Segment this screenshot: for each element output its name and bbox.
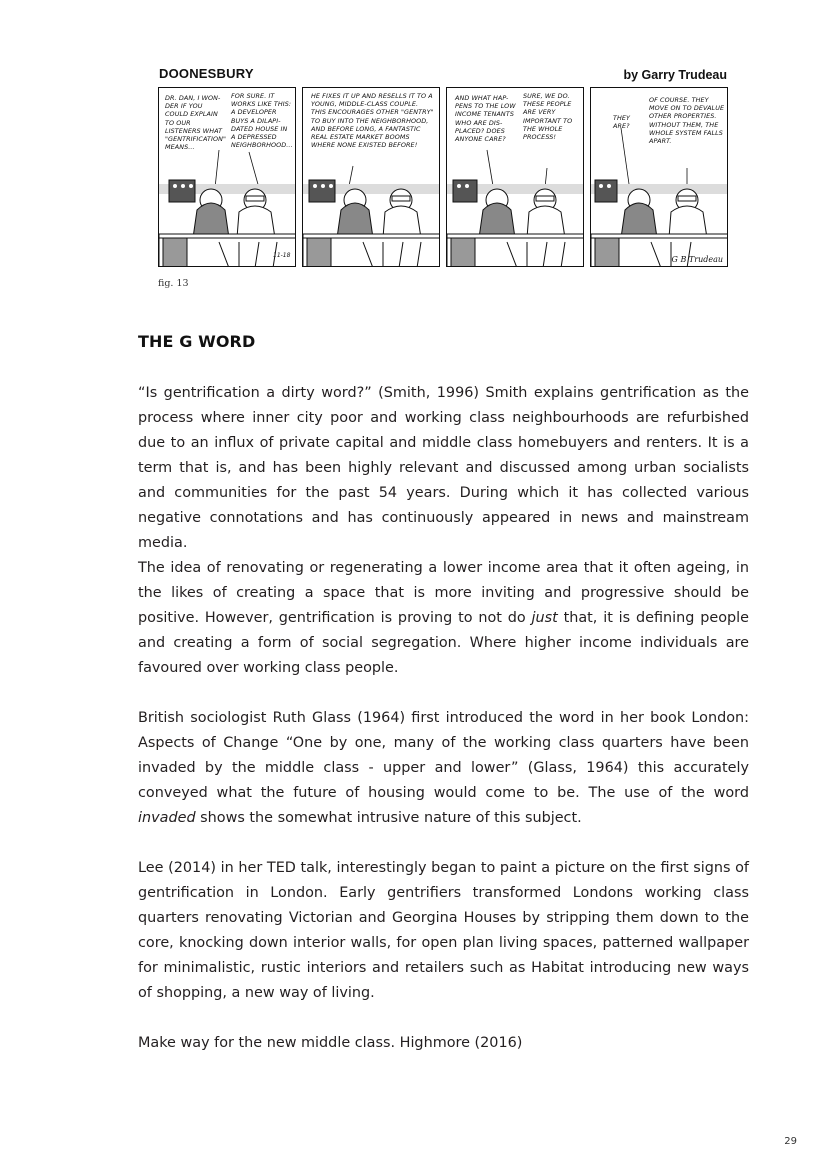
paragraph-3 (138, 706, 749, 831)
paragraph-3-emphasis: invaded (138, 810, 196, 826)
strip-date: 11-18 (273, 252, 291, 259)
panel-4-right-bubble: OF COURSE. THEY MOVE ON TO DEVALUE OTHER PROPERTIES. WITHOUT THEM, THE WHOLE SYSTEM FALLS APART. (649, 96, 725, 146)
page-number: 29 (784, 1136, 797, 1147)
paragraph-2 (138, 556, 749, 681)
panel-4-left-bubble: THEY ARE? (613, 114, 631, 131)
paragraph-4-text: Lee (2014) in her TED talk, interestingly began to paint a picture on the first signs of gentrification in London. Early gentrifiers transformed Londons working class quarters renovating Victorian and Georgina Houses by stripping them down to the core, knocking down interior walls, for open plan living spaces, patterned wallpaper for minimalistic, rustic interiors and retailers such as Habitat introducing new ways of shopping, a new way of living. (138, 860, 749, 1001)
comic-author: by Garry Trudeau (623, 68, 727, 82)
paragraph-2-text-b: that, it is defining people and creating a form of social segregation. Where higher income individuals are favoured over working class people. (138, 610, 749, 676)
panel-3-left-bubble: AND WHAT HAP-PENS TO THE LOW INCOME TENANTS WHO ARE DIS-PLACED? DOES ANYONE CARE? (455, 94, 516, 144)
paragraph-2-emphasis: just (531, 610, 558, 626)
comic-panel-1 (158, 87, 296, 267)
panel-3-right-bubble: SURE, WE DO. THESE PEOPLE ARE VERY IMPORTANT TO THE WHOLE PROCESS! (523, 92, 573, 142)
panel-1-left-bubble: DR. DAN, I WON-DER IF YOU COULD EXPLAIN TO OUR LISTENERS WHAT "GENTRIFICATION" MEANS... (165, 94, 227, 152)
paragraph-5-text: Make way for the new middle class. Highmore (2016) (138, 1035, 523, 1051)
figure-caption: fig. 13 (158, 278, 189, 289)
paragraph-1 (138, 381, 749, 556)
section-heading: THE G WORD (138, 332, 256, 351)
paragraph-2-text-a: The idea of renovating or regenerating a lower income area that it often ageing, in the likes of creating a space that is more inviting and progressive should be positive. However, gentrification is proving to not do (138, 560, 749, 626)
panel-1-right-bubble: FOR SURE. IT WORKS LIKE THIS: A DEVELOPER BUYS A DILAPI-DATED HOUSE IN A DEPRESSED NEIGHBORHOOD... (231, 92, 293, 150)
artist-signature: G B Trudeau (671, 255, 723, 264)
paragraph-1-text: “Is gentrification a dirty word?” (Smith, 1996) Smith explains gentrification as the process where inner city poor and working class neighbourhoods are refurbished due to an influx of private capital and middle class homebuyers and renters. It is a term that is, and has been highly relevant and discussed among urban socialists and communities for the past 54 years. During which it has collected various negative connotations and has continuously appeared in news and mainstream media. (138, 385, 749, 551)
comic-panel-2 (302, 87, 440, 267)
panel-2-bubble: HE FIXES IT UP AND RESELLS IT TO A YOUNG, MIDDLE-CLASS COUPLE. THIS ENCOURAGES OTHER "GENTRY" TO BUY INTO THE NEIGHBORHOOD, AND BEFORE LONG, A FANTASTIC REAL ESTATE MARKET BOOMS WHERE NONE EXISTED BEFORE! (311, 92, 434, 150)
paragraph-5 (138, 1031, 749, 1056)
paragraph-3-text-b: shows the somewhat intrusive nature of this subject. (195, 810, 582, 826)
paragraph-3-text-a: British sociologist Ruth Glass (1964) first introduced the word in her book London: Aspects of Change “One by one, many of the working class quarters have been invaded by the middle class - upper and lower” (Glass, 1964) this accurately conveyed what the future of housing would come to be. The use of the word (138, 710, 749, 801)
comic-strip (155, 58, 731, 274)
comic-title: DOONESBURY (159, 66, 254, 81)
comic-panel-4 (590, 87, 728, 267)
comic-panel-3 (446, 87, 584, 267)
paragraph-4 (138, 856, 749, 1006)
